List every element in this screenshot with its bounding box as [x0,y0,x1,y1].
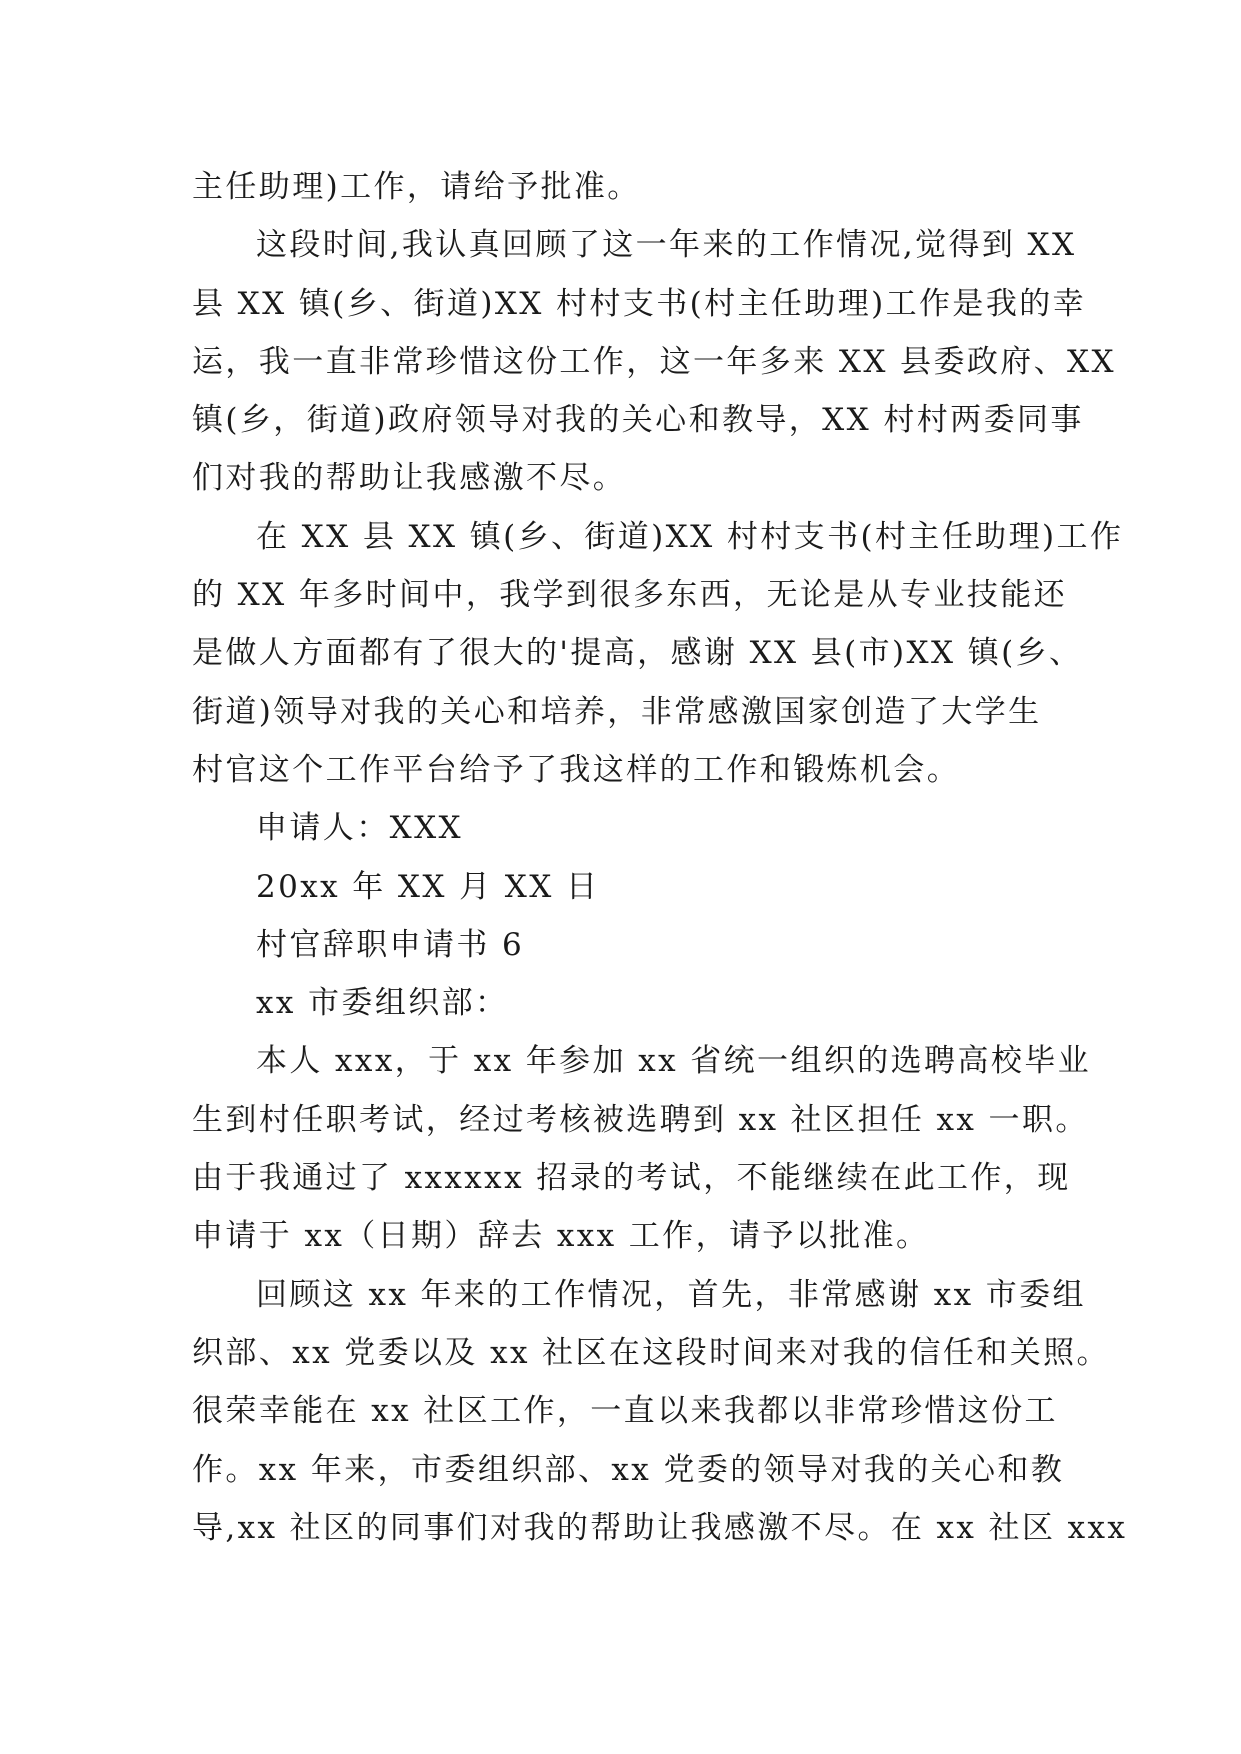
text-line: 本人 xxx，于 xx 年参加 xx 省统一组织的选聘高校毕业 [256,1043,1092,1080]
text-line: 导,xx 社区的同事们对我的帮助让我感激不尽。在 xx 社区 xxx [192,1509,1128,1546]
applicant-line: 申请人：XXX [256,810,464,847]
text-line: 作。xx 年来，市委组织部、xx 党委的领导对我的关心和教 [192,1451,1065,1488]
text-line: 是做人方面都有了很大的'提高，感谢 XX 县(市)XX 镇(乡、 [192,635,1083,672]
text-line: 很荣幸能在 xx 社区工作，一直以来我都以非常珍惜这份工 [192,1393,1058,1430]
date-line: 20xx 年 XX 月 XX 日 [256,868,600,905]
text-line: 回顾这 xx 年来的工作情况，首先，非常感谢 xx 市委组 [256,1276,1086,1313]
text-line: 生到村任职考试，经过考核被选聘到 xx 社区担任 xx 一职。 [192,1101,1089,1138]
text-line: 们对我的帮助让我感激不尽。 [192,460,627,497]
salutation: xx 市委组织部： [256,985,509,1022]
text-line: 主任助理)工作，请给予批准。 [192,169,641,205]
text-line: 织部、xx 党委以及 xx 社区在这段时间来对我的信任和关照。 [192,1334,1110,1371]
text-line: 申请于 xx（日期）辞去 xxx 工作，请予以批准。 [192,1218,930,1255]
text-line: 街道)领导对我的关心和培养，非常感激国家创造了大学生 [192,693,1042,730]
text-line: 镇(乡，街道)政府领导对我的关心和教导，XX 村村两委同事 [192,402,1084,439]
text-line: 县 XX 镇(乡、街道)XX 村村支书(村主任助理)工作是我的幸 [192,285,1087,322]
text-line: 运，我一直非常珍惜这份工作，这一年多来 XX 县委政府、XX [192,343,1116,380]
text-line: 这段时间,我认真回顾了这一年来的工作情况,觉得到 XX [256,227,1077,264]
document-page [192,158,1128,1557]
text-line: 由于我通过了 xxxxxx 招录的考试，不能继续在此工作，现 [192,1160,1071,1197]
section-title: 村官辞职申请书 6 [256,926,525,963]
text-line: 的 XX 年多时间中，我学到很多东西，无论是从专业技能还 [192,577,1068,614]
text-line: 在 XX 县 XX 镇(乡、街道)XX 村村支书(村主任助理)工作 [256,518,1124,555]
text-line: 村官这个工作平台给予了我这样的工作和锻炼机会。 [192,751,961,788]
